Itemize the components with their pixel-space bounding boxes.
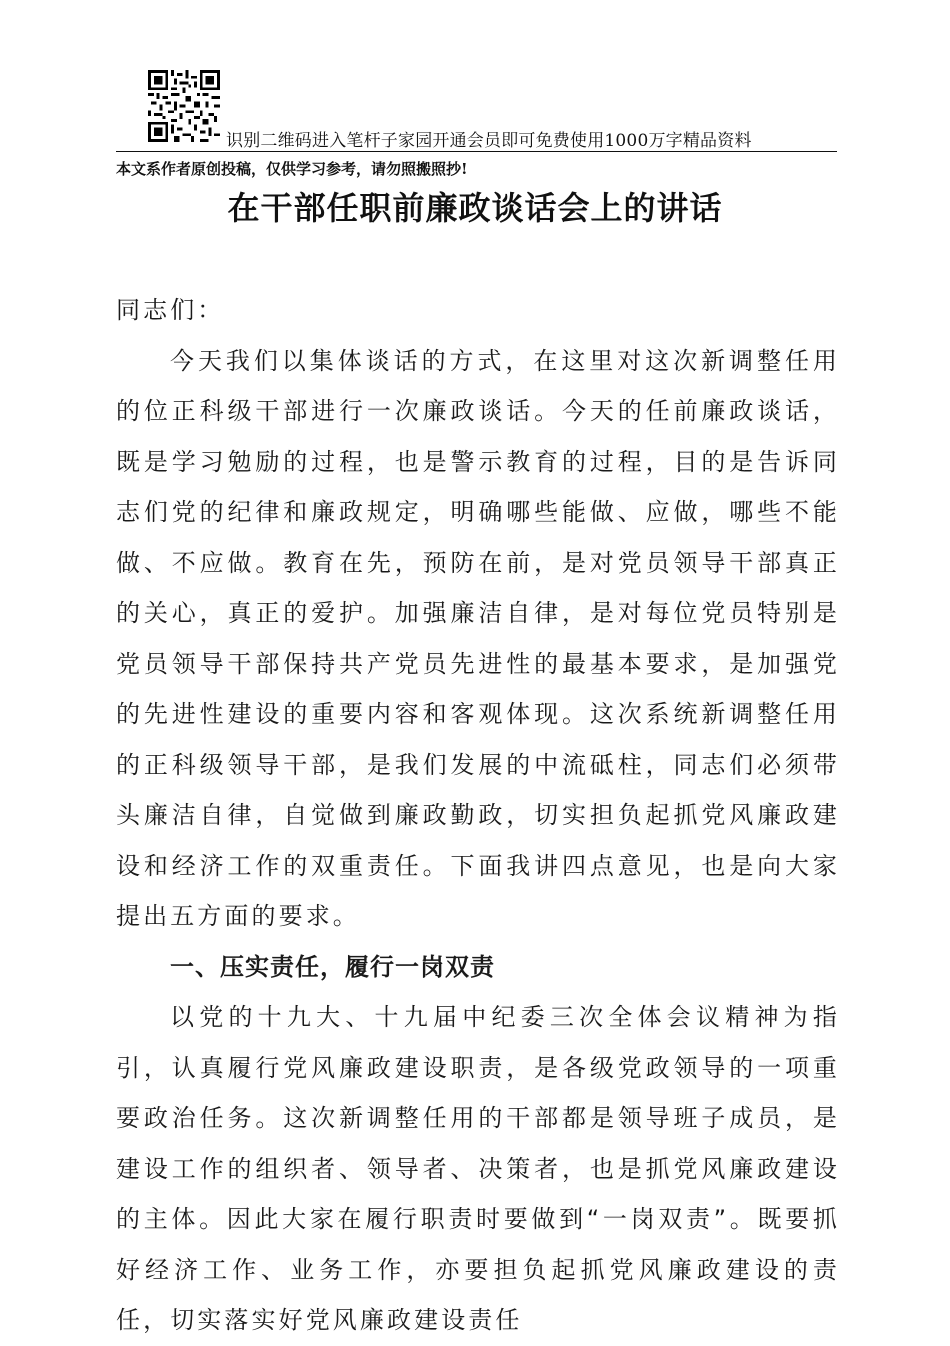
document-title: 在干部任职前廉政谈话会上的讲话 bbox=[227, 189, 723, 227]
header-divider bbox=[116, 151, 837, 152]
copyright-notice: 本文系作者原创投稿，仅供学习参考，请勿照搬照抄! bbox=[116, 160, 468, 178]
paragraph: 今天我们以集体谈话的方式，在这里对这次新调整任用的位正科级干部进行一次廉政谈话。今天的任前廉政谈话，既是学习勉励的过程，也是警示教育的过程，目的是告诉同志们党的纪律和廉政规定，明确哪些能做、应做，哪些不能做、不应做。教育在先，预防在前，是对党员领导干部真正的关心，真正的爱护。加强廉洁自律，是对每位党员特别是党员领导干部保持共产党员先进性的最基本要求，是加强党的先进性建设的重要内容和客观体现。这次系统新调整任用的正科级领导干部，是我们发展的中流砥柱，同志们必须带头廉洁自律，自觉做到廉政勤政，切实担负起抓党风廉政建设和经济工作的双重责任。下面我讲四点意见，也是向大家提出五方面的要求。 bbox=[116, 346, 840, 930]
salutation: 同志们： bbox=[116, 296, 225, 324]
paragraph: 以党的十九大、十九届中纪委三次全体会议精神为指引，认真履行党风廉政建设职责，是各级党政领导的一项重要政治任务。这次新调整任用的干部都是领导班子成员，是建设工作的组织者、领导者、决策者，也是抓党风廉政建设的主体。因此大家在履行职责时要做到“一岗双责”。既要抓好经济工作、业务工作，亦要担负起抓党风廉政建设的责任，切实落实好党风廉政建设责任 bbox=[116, 1003, 840, 1334]
section-heading: 一、压实责任，履行一岗双责 bbox=[170, 952, 495, 981]
qr-code-icon bbox=[147, 70, 221, 142]
header-ad-text: 识别二维码进入笔杆子家园开通会员即可免费使用1000万字精品资料 bbox=[226, 131, 752, 151]
document-body bbox=[116, 285, 840, 1346]
